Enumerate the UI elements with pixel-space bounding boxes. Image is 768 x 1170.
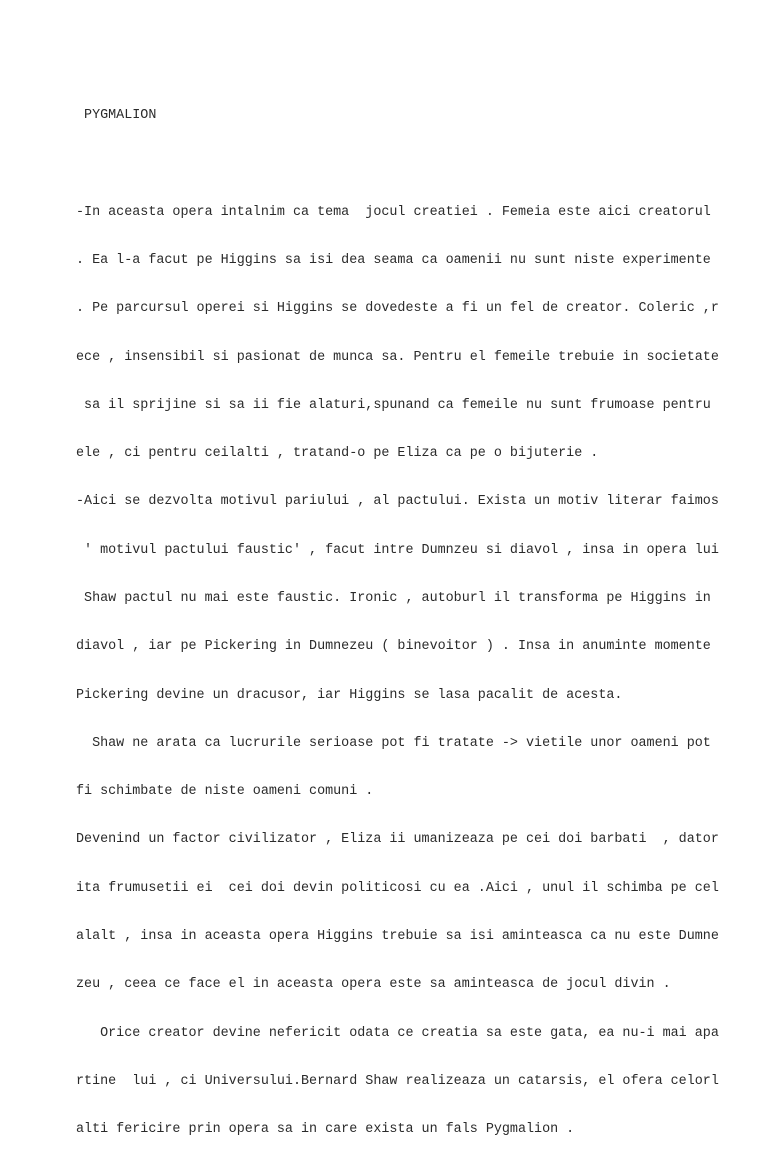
text-line: fi schimbate de niste oameni comuni . [76, 784, 374, 800]
text-line: Shaw ne arata ca lucrurile serioase pot fi tratate -> vietile unor oameni pot [76, 735, 711, 751]
text-line: zeu , ceea ce face el in aceasta opera este sa aminteasca de jocul divin . [76, 977, 671, 993]
text-line: . Pe parcursul operei si Higgins se dovedeste a fi un fel de creator. Coleric ,r [76, 301, 719, 317]
document-title: PYGMALION [76, 108, 157, 124]
text-line: Orice creator devine nefericit odata ce creatia sa este gata, ea nu-i mai apa [76, 1025, 719, 1041]
text-line: Shaw pactul nu mai este faustic. Ironic , autoburl il transforma pe Higgins in [76, 591, 711, 606]
document-body [76, 76, 719, 1170]
text-line: . Ea l-a facut pe Higgins sa isi dea seama ca oamenii nu sunt niste experimente [76, 253, 711, 269]
text-line: -Aici se dezvolta motivul pariului , al pactului. Exista un motiv literar faimos [76, 494, 719, 510]
text-line: Devenind un factor civilizator , Eliza ii umanizeaza pe cei doi barbati , dator [76, 832, 719, 848]
text-line: diavol , iar pe Pickering in Dumnezeu ( binevoitor ) . Insa in anuminte momente [76, 639, 711, 655]
text-line: ece , insensibil si pasionat de munca sa. Pentru el femeile trebuie in societate [76, 349, 719, 365]
text-line: Pickering devine un dracusor, iar Higgins se lasa pacalit de acesta. [76, 687, 623, 703]
text-line: ' motivul pactului faustic' , facut intre Dumnzeu si diavol , insa in opera lui [76, 542, 719, 558]
blank-line [76, 156, 696, 172]
text-line: rtine lui , ci Universului.Bernard Shaw realizeaza un catarsis, el ofera celorl [76, 1073, 719, 1089]
text-line: ita frumusetii ei cei doi devin politicosi cu ea .Aici , unul il schimba pe cel [76, 880, 719, 896]
text-line: alalt , insa in aceasta opera Higgins trebuie sa isi aminteasca ca nu este Dumne [76, 928, 719, 944]
text-line: -In aceasta opera intalnim ca tema jocul creatiei . Femeia este aici creatorul [76, 204, 711, 220]
text-line: sa il sprijine si sa ii fie alaturi,spunand ca femeile nu sunt frumoase pentru [76, 397, 711, 413]
text-line: alti fericire prin opera sa in care exista un fals Pygmalion . [76, 1122, 575, 1138]
text-line: ele , ci pentru ceilalti , tratand-o pe Eliza ca pe o bijuterie . [76, 446, 599, 462]
